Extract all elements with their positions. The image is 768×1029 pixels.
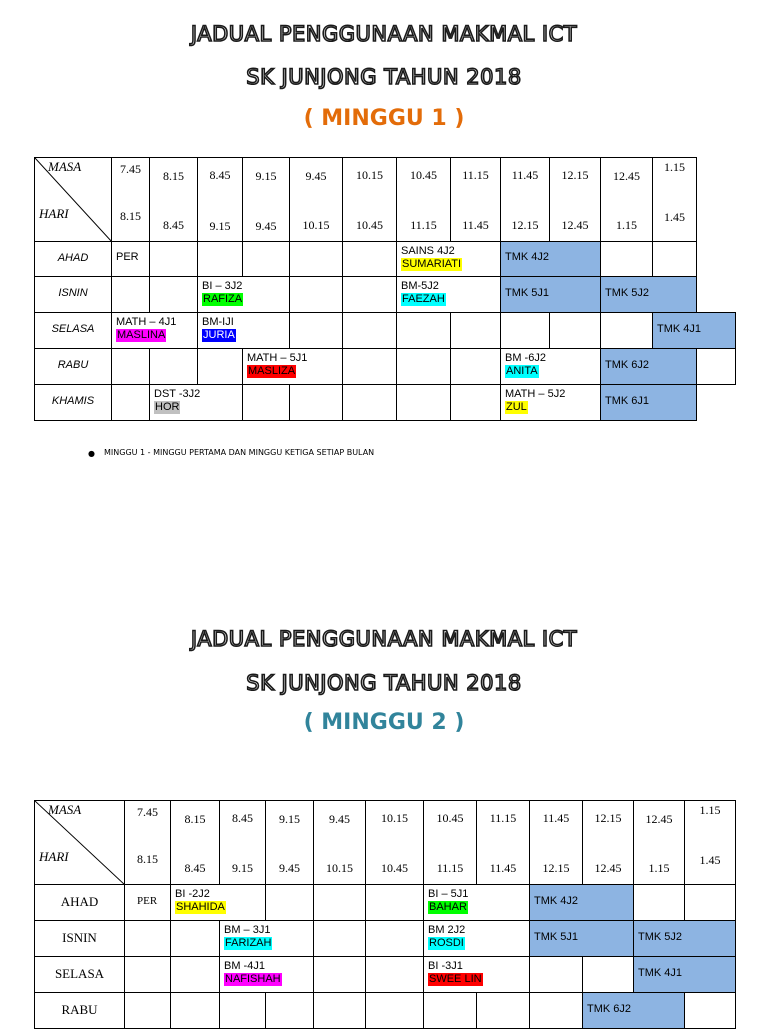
empty-cell bbox=[290, 277, 343, 313]
time-slot: 12.45 1.15 bbox=[601, 158, 653, 242]
empty-cell bbox=[112, 349, 150, 385]
class-cell: BM – 3J1 FARIZAH bbox=[220, 921, 314, 957]
time-slot: 12.45 1.15 bbox=[634, 801, 685, 885]
empty-cell bbox=[366, 957, 424, 993]
tmk-cell: TMK 5J1 bbox=[501, 277, 601, 313]
hari-label: HARI bbox=[39, 206, 69, 221]
empty-cell bbox=[198, 349, 243, 385]
week1-header-row bbox=[35, 158, 736, 242]
empty-cell bbox=[290, 313, 343, 349]
week2-title: JADUAL PENGGUNAAN MAKMAL ICT bbox=[190, 627, 578, 651]
week2-row-isnin bbox=[35, 921, 736, 957]
class-cell: MATH – 4J1 MASLINA bbox=[112, 313, 198, 349]
week2-corner-cell bbox=[35, 801, 125, 885]
week1-note-text: MINGGU 1 - MINGGU PERTAMA DAN MINGGU KETIGA SETIAP BULAN bbox=[104, 448, 375, 457]
empty-cell bbox=[150, 242, 198, 277]
empty-cell bbox=[266, 885, 314, 921]
empty-cell bbox=[451, 385, 501, 421]
empty-cell bbox=[685, 885, 736, 921]
empty-cell bbox=[125, 921, 171, 957]
tmk-cell: TMK 6J2 bbox=[583, 993, 685, 1029]
empty-cell bbox=[366, 885, 424, 921]
time-slot: 8.15 8.45 bbox=[150, 158, 198, 242]
time-slot: 8.45 9.15 bbox=[198, 158, 243, 242]
week1-title: JADUAL PENGGUNAAN MAKMAL ICT bbox=[190, 22, 578, 46]
time-slot: 9.45 10.15 bbox=[290, 158, 343, 242]
empty-cell bbox=[343, 385, 397, 421]
bullet-icon: ● bbox=[88, 449, 95, 458]
time-slot: 1.15 1.45 bbox=[653, 158, 697, 242]
class-cell: MATH – 5J2 ZUL bbox=[501, 385, 601, 421]
empty-cell bbox=[290, 242, 343, 277]
time-slot: 1.15 1.45 bbox=[685, 801, 736, 885]
time-slot: 7.45 8.15 bbox=[112, 158, 150, 242]
tmk-cell: TMK 4J1 bbox=[634, 957, 736, 993]
empty-cell bbox=[397, 385, 451, 421]
masa-label: MASA bbox=[48, 802, 82, 817]
empty-cell bbox=[685, 993, 736, 1029]
empty-cell bbox=[125, 957, 171, 993]
class-cell: BI – 3J2 RAFIZA bbox=[198, 277, 290, 313]
time-slot: 9.45 10.15 bbox=[314, 801, 366, 885]
empty-cell bbox=[266, 993, 314, 1029]
week2-label: ( MINGGU 2 ) bbox=[303, 710, 465, 735]
empty-cell bbox=[243, 242, 290, 277]
time-slot: 9.15 9.45 bbox=[243, 158, 290, 242]
class-cell: PER bbox=[125, 885, 171, 921]
empty-cell bbox=[424, 993, 477, 1029]
week2-header-row bbox=[35, 801, 736, 885]
empty-cell bbox=[366, 921, 424, 957]
week1-row-selasa bbox=[35, 313, 736, 349]
week1-label: ( MINGGU 1 ) bbox=[303, 106, 465, 131]
tmk-cell: TMK 6J1 bbox=[601, 385, 697, 421]
week2-row-selasa bbox=[35, 957, 736, 993]
empty-cell bbox=[314, 921, 366, 957]
week2-timetable bbox=[34, 800, 736, 1029]
tmk-cell: TMK 4J2 bbox=[501, 242, 601, 277]
class-cell: SAINS 4J2 SUMARIATI bbox=[397, 242, 501, 277]
empty-cell bbox=[314, 957, 366, 993]
day-cell: AHAD bbox=[35, 885, 125, 921]
empty-cell bbox=[243, 385, 290, 421]
class-cell: DST -3J2 HOR bbox=[150, 385, 243, 421]
class-cell: PER bbox=[112, 242, 150, 277]
week1-row-isnin bbox=[35, 277, 736, 313]
time-slot: 11.15 11.45 bbox=[477, 801, 530, 885]
class-cell: MATH – 5J1 MASLIZA bbox=[243, 349, 343, 385]
time-slot: 11.45 12.15 bbox=[501, 158, 550, 242]
empty-cell bbox=[397, 313, 451, 349]
time-slot: 8.15 8.45 bbox=[171, 801, 220, 885]
day-cell: RABU bbox=[35, 993, 125, 1029]
week1-row-rabu bbox=[35, 349, 736, 385]
empty-cell bbox=[653, 242, 697, 277]
class-cell: BM 2J2 ROSDI bbox=[424, 921, 530, 957]
empty-cell bbox=[290, 385, 343, 421]
day-cell: ISNIN bbox=[35, 921, 125, 957]
time-slot: 10.45 11.15 bbox=[397, 158, 451, 242]
tmk-cell: TMK 4J1 bbox=[653, 313, 736, 349]
class-cell: BI -3J1 SWEE LIN bbox=[424, 957, 530, 993]
week1-row-khamis bbox=[35, 385, 736, 421]
time-slot: 12.15 12.45 bbox=[550, 158, 601, 242]
empty-cell bbox=[477, 993, 530, 1029]
empty-cell bbox=[150, 277, 198, 313]
week2-row-ahad bbox=[35, 885, 736, 921]
tmk-cell: TMK 5J1 bbox=[530, 921, 634, 957]
time-slot: 10.45 11.15 bbox=[424, 801, 477, 885]
time-slot: 10.15 10.45 bbox=[366, 801, 424, 885]
week1-row-ahad bbox=[35, 242, 736, 277]
masa-label: MASA bbox=[48, 159, 82, 174]
empty-cell bbox=[314, 885, 366, 921]
class-cell: BM-IJI JURIA bbox=[198, 313, 290, 349]
time-slot: 11.15 11.45 bbox=[451, 158, 501, 242]
tmk-cell: TMK 5J2 bbox=[601, 277, 697, 313]
class-cell: BM-5J2 FAEZAH bbox=[397, 277, 501, 313]
empty-cell bbox=[220, 993, 266, 1029]
time-slot: 7.45 8.15 bbox=[125, 801, 171, 885]
empty-cell bbox=[314, 993, 366, 1029]
empty-cell bbox=[583, 957, 634, 993]
time-slot: 10.15 10.45 bbox=[343, 158, 397, 242]
empty-cell bbox=[451, 349, 501, 385]
time-slot: 12.15 12.45 bbox=[583, 801, 634, 885]
empty-cell bbox=[366, 993, 424, 1029]
time-slot: 8.45 9.15 bbox=[220, 801, 266, 885]
week1-corner-cell bbox=[35, 158, 112, 242]
empty-cell bbox=[530, 993, 583, 1029]
day-cell: SELASA bbox=[35, 957, 125, 993]
empty-cell bbox=[550, 313, 601, 349]
empty-cell bbox=[171, 957, 220, 993]
empty-cell bbox=[343, 349, 397, 385]
time-slot: 11.45 12.15 bbox=[530, 801, 583, 885]
class-cell: BI -2J2 SHAHIDA bbox=[171, 885, 266, 921]
day-cell: ISNIN bbox=[35, 277, 112, 313]
empty-cell bbox=[150, 349, 198, 385]
class-cell: BI – 5J1 BAHAR bbox=[424, 885, 530, 921]
day-cell: AHAD bbox=[35, 242, 112, 277]
day-cell: KHAMIS bbox=[35, 385, 112, 421]
empty-cell bbox=[112, 277, 150, 313]
empty-cell bbox=[343, 242, 397, 277]
week2-school-year: SK JUNJONG TAHUN 2018 bbox=[246, 671, 522, 695]
empty-cell bbox=[343, 313, 397, 349]
empty-cell bbox=[171, 921, 220, 957]
empty-cell bbox=[171, 993, 220, 1029]
empty-cell bbox=[697, 349, 736, 385]
tmk-cell: TMK 5J2 bbox=[634, 921, 736, 957]
empty-cell bbox=[634, 885, 685, 921]
empty-cell bbox=[397, 349, 451, 385]
week1-timetable bbox=[34, 157, 736, 421]
week1-school-year: SK JUNJONG TAHUN 2018 bbox=[246, 65, 522, 89]
empty-cell bbox=[198, 242, 243, 277]
tmk-cell: TMK 4J2 bbox=[530, 885, 634, 921]
time-slot: 9.15 9.45 bbox=[266, 801, 314, 885]
empty-cell bbox=[343, 277, 397, 313]
week2-row-rabu bbox=[35, 993, 736, 1029]
empty-cell bbox=[601, 313, 653, 349]
class-cell: BM -6J2 ANITA bbox=[501, 349, 601, 385]
empty-cell bbox=[530, 957, 583, 993]
day-cell: RABU bbox=[35, 349, 112, 385]
empty-cell bbox=[451, 313, 501, 349]
empty-cell bbox=[112, 385, 150, 421]
empty-cell bbox=[501, 313, 550, 349]
empty-cell bbox=[601, 242, 653, 277]
class-cell: BM -4J1 NAFISHAH bbox=[220, 957, 314, 993]
hari-label: HARI bbox=[39, 849, 69, 864]
tmk-cell: TMK 6J2 bbox=[601, 349, 697, 385]
day-cell: SELASA bbox=[35, 313, 112, 349]
empty-cell bbox=[125, 993, 171, 1029]
